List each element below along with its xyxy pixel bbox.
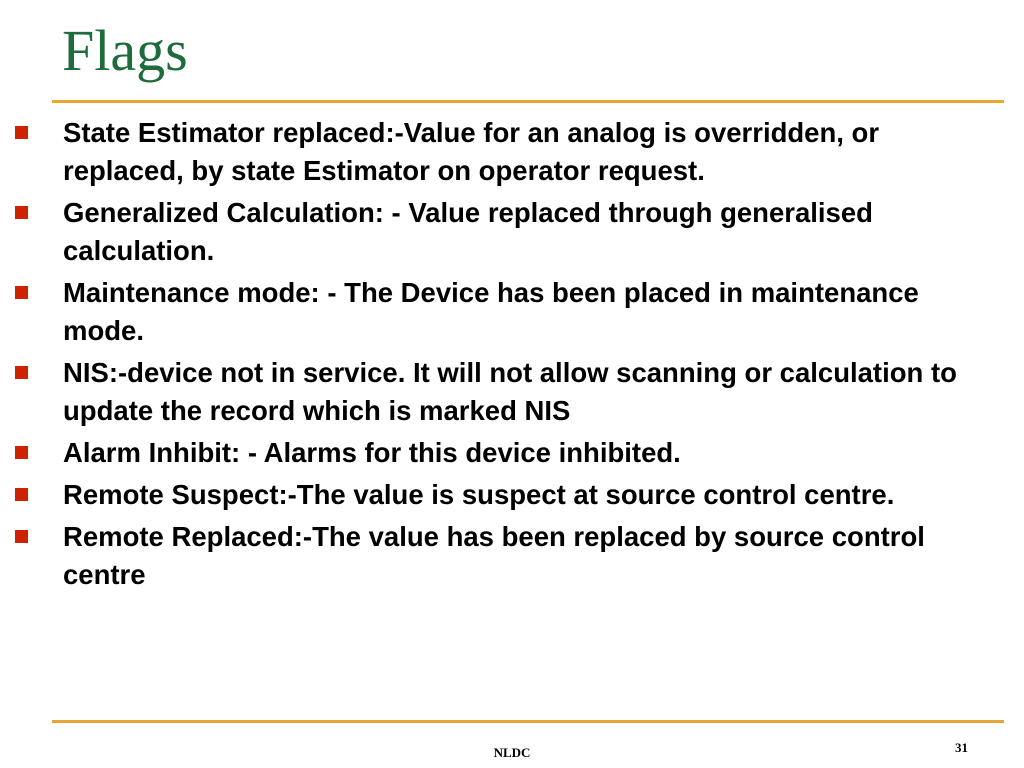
- square-bullet-icon: [15, 286, 28, 299]
- page-number: 31: [955, 740, 968, 755]
- bullet-text: Remote Suspect:-The value is suspect at source control centre.: [63, 479, 895, 510]
- square-bullet-icon: [15, 126, 28, 139]
- bullet-item: [0, 274, 1024, 350]
- bullet-item: [0, 114, 1024, 190]
- bullet-text: Alarm Inhibit: - Alarms for this device inhibited.: [63, 437, 681, 468]
- square-bullet-icon: [15, 206, 28, 219]
- footer-divider: [52, 720, 1004, 723]
- bullet-item: [0, 518, 1024, 594]
- slide-title: Flags: [62, 18, 188, 83]
- title-divider: [52, 100, 1004, 103]
- bullet-text: NIS:-device not in service. It will not allow scanning or calculation to update the record which is marked NIS: [63, 357, 957, 426]
- bullet-item: [0, 434, 1024, 472]
- bullet-text: Remote Replaced:-The value has been replaced by source control centre: [63, 521, 925, 590]
- square-bullet-icon: [15, 366, 28, 379]
- square-bullet-icon: [15, 488, 28, 501]
- bullet-item: [0, 476, 1024, 514]
- bullet-list: [0, 114, 1024, 598]
- bullet-item: [0, 354, 1024, 430]
- bullet-text: State Estimator replaced:-Value for an analog is overridden, or replaced, by state Estimator on operator request.: [63, 117, 880, 186]
- square-bullet-icon: [15, 446, 28, 459]
- bullet-text: Generalized Calculation: - Value replaced through generalised calculation.: [63, 197, 873, 266]
- bullet-item: [0, 194, 1024, 270]
- footer-label: NLDC: [493, 745, 531, 760]
- bullet-text: Maintenance mode: - The Device has been placed in maintenance mode.: [63, 277, 919, 346]
- square-bullet-icon: [15, 530, 28, 543]
